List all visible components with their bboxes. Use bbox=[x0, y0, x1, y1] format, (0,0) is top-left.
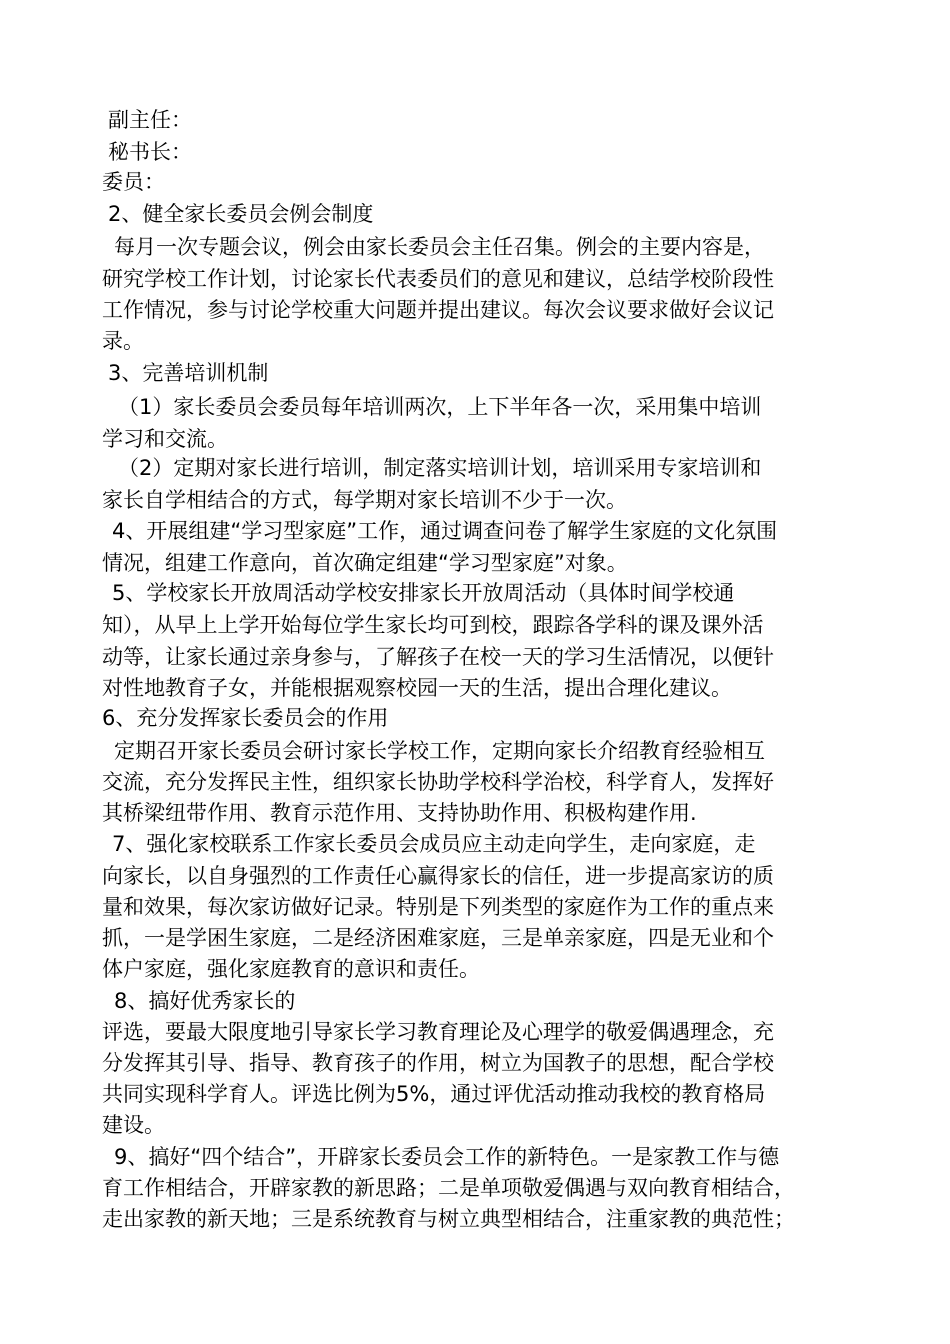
secretary-general-label: 秘书长： bbox=[108, 140, 192, 164]
paragraph-line: 共同实现科学育人。评选比例为5%，通过评优活动推动我校的教育格局 bbox=[102, 1082, 766, 1106]
paragraph-line: 对性地教育子女，并能根据观察校园一天的生活，提出合理化建议。 bbox=[102, 676, 732, 700]
vice-director-label: 副主任： bbox=[108, 108, 192, 132]
paragraph-line: （1）家长委员会委员每年培训两次，上下半年各一次，采用集中培训 bbox=[118, 395, 762, 419]
paragraph-line: 动等，让家长通过亲身参与，了解孩子在校一天的学习生活情况，以便针 bbox=[102, 645, 774, 669]
paragraph-line: 研究学校工作计划，讨论家长代表委员们的意见和建议，总结学校阶段性 bbox=[102, 267, 774, 291]
paragraph-line: 抓，一是学困生家庭，二是经济困难家庭，三是单亲家庭，四是无业和个 bbox=[102, 926, 774, 950]
paragraph-line: 每月一次专题会议，例会由家长委员会主任召集。例会的主要内容是， bbox=[114, 235, 765, 259]
section-heading-8: 8、搞好优秀家长的 bbox=[114, 989, 296, 1013]
paragraph-line: 录。 bbox=[102, 329, 144, 353]
section-heading-7: 7、强化家校联系工作家长委员会成员应主动走向学生，走向家庭，走 bbox=[112, 832, 756, 856]
paragraph-line: 分发挥其引导、指导、教育孩子的作用，树立为国教子的思想，配合学校 bbox=[102, 1051, 774, 1075]
paragraph-line: （2）定期对家长进行培训，制定落实培训计划，培训采用专家培训和 bbox=[118, 456, 762, 480]
members-label: 委员： bbox=[102, 170, 165, 194]
paragraph-line: 建设。 bbox=[102, 1113, 165, 1137]
paragraph-line: 交流，充分发挥民主性，组织家长协助学校科学治校，科学育人，发挥好 bbox=[102, 770, 774, 794]
paragraph-line: 体户家庭，强化家庭教育的意识和责任。 bbox=[102, 957, 480, 981]
section-heading-2: 2、健全家长委员会例会制度 bbox=[108, 202, 374, 226]
paragraph-line: 向家长，以自身强烈的工作责任心赢得家长的信任，进一步提高家访的质 bbox=[102, 864, 774, 888]
section-heading-4: 4、开展组建“学习型家庭”工作，通过调查问卷了解学生家庭的文化氛围 bbox=[112, 519, 778, 543]
paragraph-line: 工作情况，参与讨论学校重大问题并提出建议。每次会议要求做好会议记 bbox=[102, 298, 774, 322]
paragraph-line: 定期召开家长委员会研讨家长学校工作，定期向家长介绍教育经验相互 bbox=[114, 739, 765, 763]
paragraph-line: 走出家教的新天地；三是系统教育与树立典型相结合，注重家教的典范性； bbox=[102, 1207, 795, 1231]
section-heading-9: 9、搞好“四个结合”，开辟家长委员会工作的新特色。一是家教工作与德 bbox=[114, 1145, 780, 1169]
section-heading-5: 5、学校家长开放周活动学校安排家长开放周活动（具体时间学校通 bbox=[112, 581, 735, 605]
paragraph-line: 量和效果，每次家访做好记录。特别是下列类型的家庭作为工作的重点来 bbox=[102, 895, 774, 919]
section-heading-3: 3、完善培训机制 bbox=[108, 361, 269, 385]
paragraph-line: 知），从早上上学开始每位学生家长均可到校，跟踪各学科的课及课外活 bbox=[102, 613, 764, 637]
paragraph-line: 其桥梁纽带作用、教育示范作用、支持协助作用、积极构建作用. bbox=[102, 801, 697, 825]
paragraph-line: 学习和交流。 bbox=[102, 427, 228, 451]
paragraph-line: 家长自学相结合的方式，每学期对家长培训不少于一次。 bbox=[102, 488, 627, 512]
paragraph-line: 评选，要最大限度地引导家长学习教育理论及心理学的敬爱偶遇理念，充 bbox=[102, 1020, 774, 1044]
paragraph-line: 育工作相结合，开辟家教的新思路；二是单项敬爱偶遇与双向教育相结合， bbox=[102, 1176, 795, 1200]
paragraph-line: 情况，组建工作意向，首次确定组建“学习型家庭”对象。 bbox=[102, 551, 628, 575]
section-heading-6: 6、充分发挥家长委员会的作用 bbox=[102, 706, 389, 730]
